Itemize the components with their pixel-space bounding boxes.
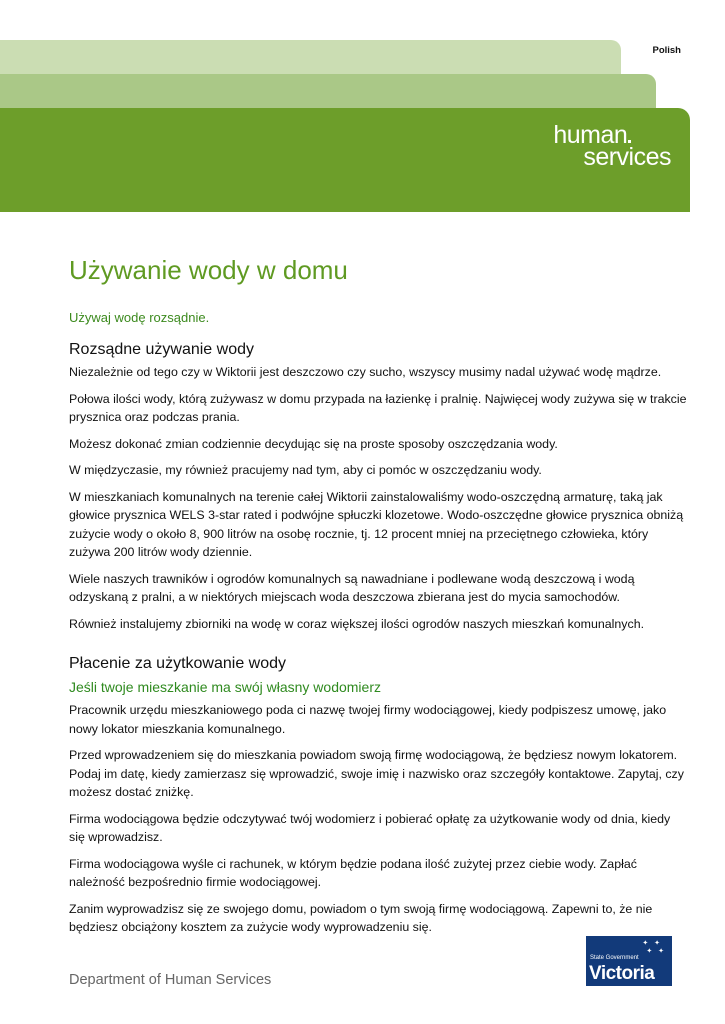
section2-paragraph: Firma wodociągowa wyśle ci rachunek, w którym będzie podana ilość zużytej przez ciebie wody. Zapłać należność bezpośrednio firmie wodociągowej.: [69, 856, 637, 889]
section1-paragraph: W mieszkaniach komunalnych na terenie całej Wiktorii zainstalowaliśmy wodo-oszczędną armaturę, taką jak głowice prysznica WELS 3-star rated i podwójne spłuczki klozetowe. Wodo-oszczędne głowice prysznica obniżą zużycie wody o około 8, 900 litrów na osobę rocznie, tj. 12 procent mniej na przeciętnego człowieka, który zużywa 200 litrów wody dziennie.: [69, 489, 684, 559]
header-band-mid: [0, 74, 656, 108]
section2-paragraph: Firma wodociągowa będzie odczytywać twój wodomierz i pobierać opłatę za użytkowanie wody od dnia, kiedy się wprowadzisz.: [69, 811, 671, 844]
section1-paragraph: Niezależnie od tego czy w Wiktorii jest deszczowo czy sucho, wszyscy musimy nadal używać wodę mądrze.: [69, 365, 662, 379]
section1-heading: Rozsądne używanie wody: [69, 341, 254, 358]
logo-line2: services: [583, 143, 671, 171]
section2-paragraph: Pracownik urzędu mieszkaniowego poda ci nazwę twojej firmy wodociągowej, kiedy podpiszesz umowę, jako nowy lokator mieszkania komunalnego.: [69, 703, 667, 736]
section2-heading: Płacenie za użytkowanie wody: [69, 655, 287, 672]
section1-paragraph: Połowa ilości wody, którą zużywasz w domu przypada na łazienkę i pralnię. Najwięcej wody zużywa się w trakcie prysznica oraz podczas prania.: [69, 391, 687, 424]
page-subtitle: Używaj wodę rozsądnie.: [69, 310, 210, 325]
language-label: Polish: [652, 45, 681, 56]
header-band-light: [0, 40, 621, 74]
footer-department: Department of Human Services: [69, 972, 272, 988]
section2-subheading: Jeśli twoje mieszkanie ma swój własny wodomierz: [69, 679, 381, 695]
human-services-logo: [553, 121, 671, 171]
southern-cross-stars-icon: ✦ ✦ ✦ ✦: [642, 940, 666, 955]
logo-line1: human: [553, 121, 628, 149]
section1-paragraph: W międzyczasie, my również pracujemy nad tym, aby ci pomóc w oszczędzaniu wody.: [69, 463, 542, 477]
section1-paragraph: Możesz dokonać zmian codziennie decydując się na proste sposoby oszczędzania wody.: [69, 436, 558, 451]
vic-logo-name: Victoria: [589, 963, 655, 984]
section2-paragraph: Przed wprowadzeniem się do mieszkania powiadom swoją firmę wodociągową, że będziesz nowym lokatorem. Podaj im datę, kiedy zamierzasz się wprowadzić, swoje imię i nazwisko oraz szczegóły kontaktowe. Zapytaj, czy możesz dostać zniżkę.: [69, 748, 684, 799]
vic-logo-small-text: State Government: [590, 955, 639, 961]
victoria-government-logo: [586, 936, 672, 986]
document-body: [69, 255, 689, 945]
section1-paragraph: Również instalujemy zbiorniki na wodę w coraz większej ilości ogrodów naszych mieszkań komunalnych.: [69, 616, 645, 631]
page-title: Używanie wody w domu: [69, 255, 348, 285]
section2-paragraph: Zanim wyprowadzisz się ze swojego domu, powiadom o tym swoją firmę wodociągową. Zapewni to, że nie będziesz obciążony kosztem za zużycie wody wyprowadzeniu się.: [69, 901, 653, 934]
section1-paragraph: Wiele naszych trawników i ogrodów komunalnych są nawadniane i podlewane wodą deszczową i wodą odzyskaną z pralni, a w niektórych miejscach woda deszczowa zbierana jest do mycia samochodów.: [69, 571, 635, 604]
